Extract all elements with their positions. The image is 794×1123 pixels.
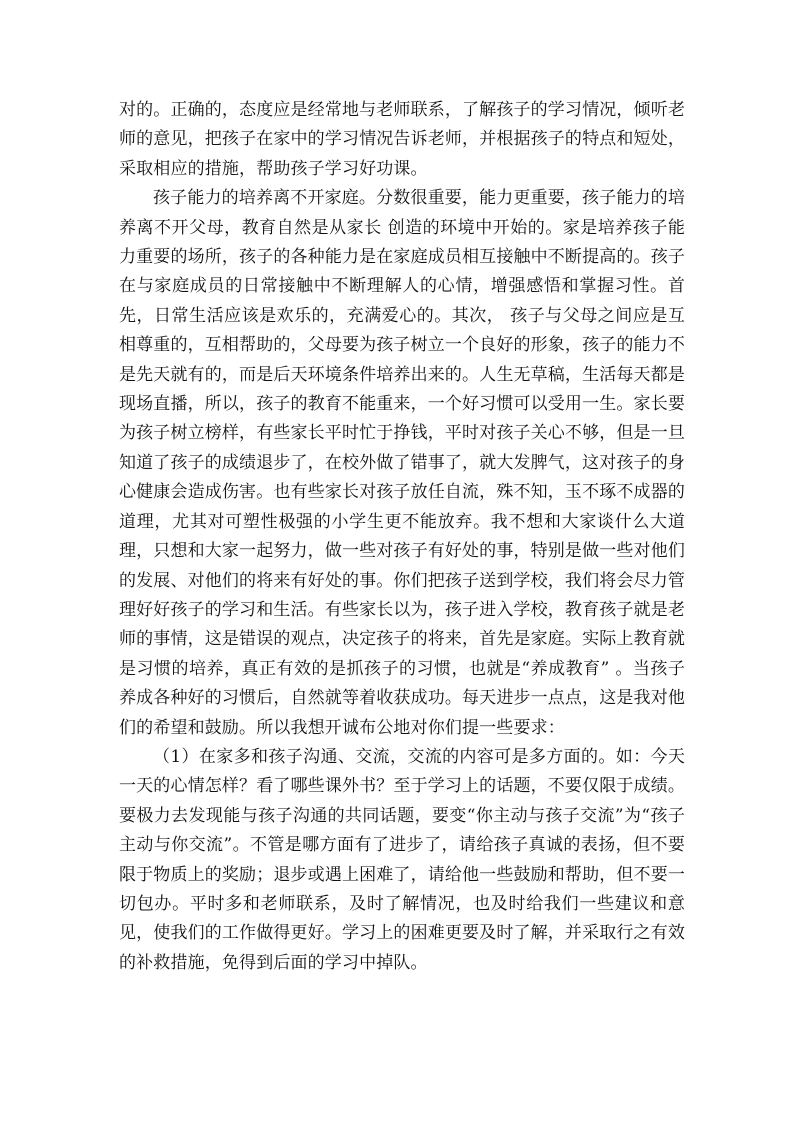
paragraph-requirement-1: （1）在家多和孩子沟通、交流，交流的内容可是多方面的。如：今天一天的心情怎样？看了哪些课外书？至于学习上的话题，不要仅限于成绩。要极力去发现能与孩子沟通的共同话题，要变“你主动与孩子交流”为“孩子主动与你交流”。不管是哪方面有了进步了，请给孩子真诚的表扬，但不要限于物质上的奖励；退步或遇上困难了，请给他一些鼓励和帮助，但不要一切包办。平时多和老师联系，及时了解情况，也及时给我们一些建议和意见，使我们的工作做得更好。学习上的困难更要及时了解，并采取行之有效的补救措施，免得到后面的学习中掉队。 (119, 746, 685, 973)
paragraph-family-ability: 孩子能力的培养离不开家庭。分数很重要，能力更重要，孩子能力的培养离不开父母，教育自然是从家长 创造的环境中开始的。家是培养孩子能力重要的场所，孩子的各种能力是在家庭成员相互接触中不断提高的。孩子在与家庭成员的日常接触中不断理解人的心情，增强感悟和掌握习性。首先，日常生活应该是欢乐的，充满爱心的。其次， 孩子与父母之间应是互相尊重的，互相帮助的，父母要为孩子树立一个良好的形象，孩子的能力不是先天就有的，而是后天环境条件培养出来的。人生无草稿，生活每天都是现场直播，所以，孩子的教育不能重来，一个好习惯可以受用一生。家长要为孩子树立榜样，有些家长平时忙于挣钱，平时对孩子关心不够，但是一旦知道了孩子的成绩退步了，在校外做了错事了，就大发脾气，这对孩子的身心健康会造成伤害。也有些家长对孩子放任自流，殊不知，玉不琢不成器的道理，尤其对可塑性极强的小学生更不能放弃。我不想和大家谈什么大道理，只想和大家一起努力，做一些对孩子有好处的事，特别是做一些对他们的发展、对他们的将来有好处的事。你们把孩子送到学校，我们将会尽力管理好好孩子的学习和生活。有些家长以为，孩子进入学校，教育孩子就是老师的事情，这是错误的观点，决定孩子的将来，首先是家庭。实际上教育就是习惯的培养，真正有效的是抓孩子的习惯，也就是“养成教育” 。当孩子养成各种好的习惯后，自然就等着收获成功。每天进步一点点，这是我对他们的希望和鼓励。所以我想开诚布公地对你们提一些要求： (119, 188, 685, 738)
document-body (119, 96, 685, 978)
paragraph-continuation: 对的。正确的，态度应是经常地与老师联系，了解孩子的学习情况，倾听老师的意见，把孩子在家中的学习情况告诉老师，并根据孩子的特点和短处，采取相应的措施，帮助孩子学习好功课。 (119, 100, 685, 179)
